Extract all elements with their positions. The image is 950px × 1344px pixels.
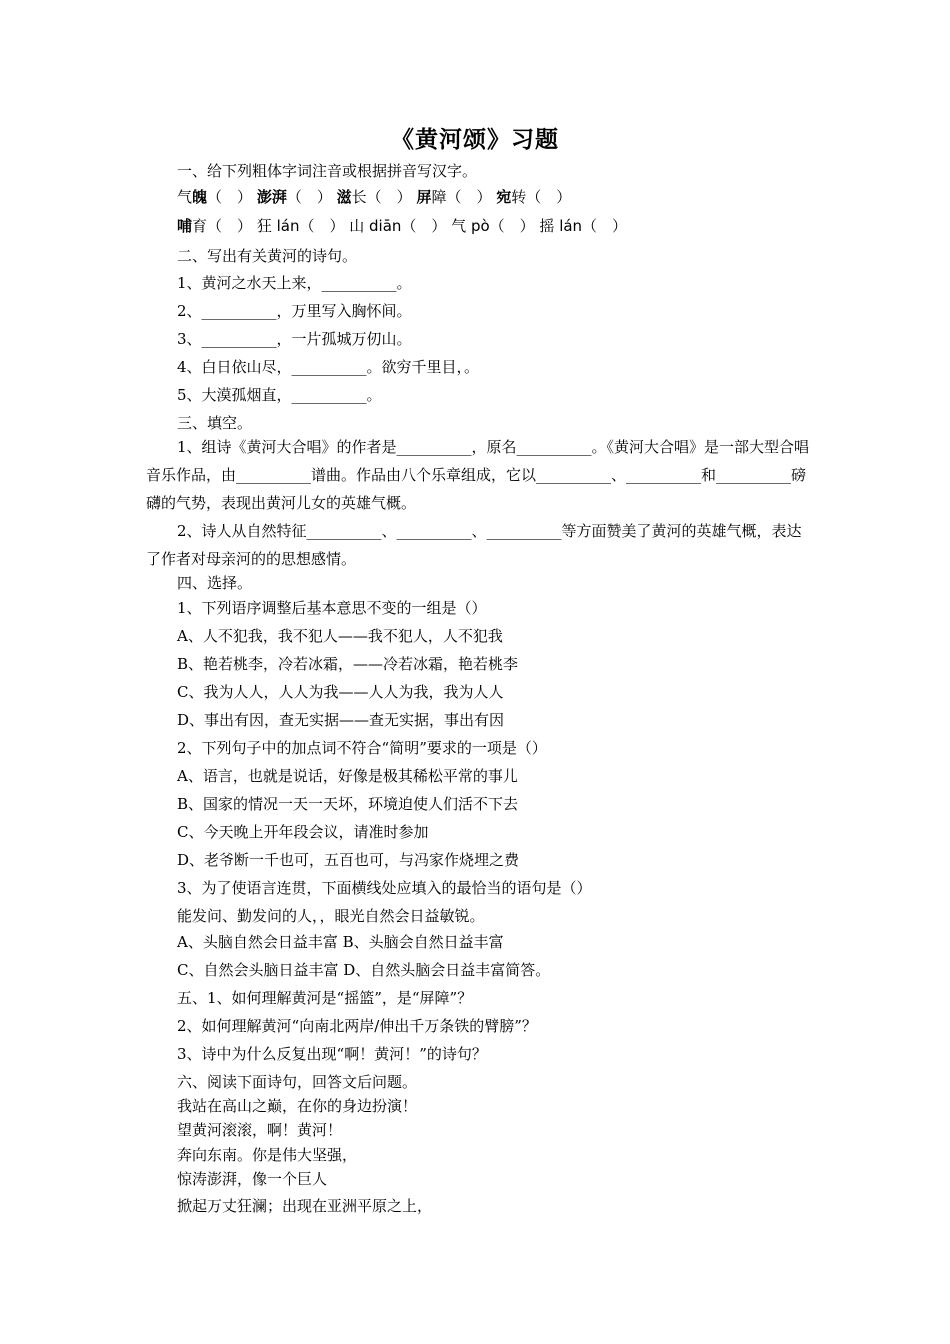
choice-option: C、我为人人，人人为我——人人为我，我为人人 bbox=[177, 683, 504, 701]
poem-question-4: 4、白日依山尽，__________。欲穷千里目，。 bbox=[177, 358, 480, 376]
section-1-heading: 一、给下列粗体字词注音或根据拼音写汉字。 bbox=[177, 162, 478, 180]
poem-line: 掀起万丈狂澜；出现在亚洲平原之上， bbox=[177, 1197, 433, 1215]
section-4-heading: 四、选择。 bbox=[177, 574, 253, 592]
choice-option: B、艳若桃李，冷若冰霜，——冷若冰霜，艳若桃李 bbox=[177, 655, 519, 673]
poem-question-2: 2、__________，万里写入胸怀间。 bbox=[177, 302, 412, 320]
bold-char: 魄 bbox=[192, 188, 208, 206]
choice-option: D、事出有因，查无实据——查无实据，事出有因 bbox=[177, 711, 505, 729]
choice-option: A、人不犯我，我不犯人——我不犯人，人不犯我 bbox=[177, 627, 503, 645]
choice-option: A、语言，也就是说话，好像是极其稀松平常的事儿 bbox=[177, 767, 518, 785]
choice-option: C、自然会头脑日益丰富 D、自然头脑会日益丰富简答。 bbox=[177, 961, 551, 979]
choice-question-3: 3、为了使语言连贯，下面横线处应填入的最恰当的语句是（） bbox=[177, 879, 592, 897]
poem-question-1: 1、黄河之水天上来，__________。 bbox=[177, 274, 412, 292]
bold-char: 宛 bbox=[496, 188, 512, 206]
bold-char: 哺 bbox=[177, 217, 193, 235]
choice-option: A、头脑自然会日益丰富 B、头脑会自然日益丰富 bbox=[177, 933, 504, 951]
answer-blank: （ ） bbox=[286, 188, 332, 206]
fill-paragraph-1: 1、组诗《黄河大合唱》的作者是__________，原名__________。《黄河大合唱》是一部大型合唱音乐作品，由__________谱曲。作品由八个乐章组成，它以__________、__________和__________磅礴的气势，表现出黄河儿女的英雄气概。 bbox=[146, 438, 810, 512]
choice-option: C、今天晚上开年段会议，请准时参加 bbox=[177, 823, 429, 841]
bold-char: 澎湃 bbox=[256, 188, 287, 206]
poem-question-3: 3、__________，一片孤城万仞山。 bbox=[177, 330, 412, 348]
phonetic-row-2 bbox=[177, 216, 627, 236]
pinyin-item: 摇 lán（ ） bbox=[539, 217, 628, 235]
short-answer-question-2: 2、如何理解黄河“向南北两岸/伸出千万条铁的臂膀”？ bbox=[177, 1017, 537, 1035]
choice-option: D、老爷断一千也可，五百也可，与冯家作烧埋之费 bbox=[177, 851, 520, 869]
fill-paragraph-2: 2、诗人从自然特征__________、__________、__________等方面赞美了黄河的英雄气概，表达了作者对母亲河的的思想感情。 bbox=[146, 522, 802, 568]
answer-blank: 转（ ） bbox=[511, 188, 572, 206]
pinyin-item: 气 pò（ ） bbox=[451, 217, 535, 235]
phonetic-row-1 bbox=[177, 187, 571, 207]
bold-char: 滋 bbox=[336, 188, 352, 206]
poem-line: 望黄河滚滚，啊！黄河！ bbox=[177, 1121, 343, 1139]
short-answer-question-1: 五、1、如何理解黄河是“摇篮”，是“屏障”？ bbox=[177, 989, 473, 1007]
page-title: 《黄河颂》习题 bbox=[391, 127, 559, 153]
answer-blank: 育（ ） bbox=[192, 217, 253, 235]
answer-blank: 长（ ） bbox=[351, 188, 412, 206]
section-3-heading: 三、填空。 bbox=[177, 414, 253, 432]
choice-question-1: 1、下列语序调整后基本意思不变的一组是（） bbox=[177, 599, 487, 617]
poem-line: 惊涛澎湃，像一个巨人 bbox=[177, 1170, 328, 1188]
section-2-heading: 二、写出有关黄河的诗句。 bbox=[177, 247, 358, 265]
choice-stem-sentence: 能发问、勤发问的人，，眼光自然会日益敏锐。 bbox=[177, 907, 485, 925]
answer-blank: 障（ ） bbox=[431, 188, 492, 206]
poem-line: 奔向东南。你是伟大坚强， bbox=[177, 1146, 358, 1164]
item-text: 气 bbox=[177, 188, 193, 206]
pinyin-item: 狂 lán（ ） bbox=[256, 217, 345, 235]
choice-question-2: 2、下列句子中的加点词不符合“简明”要求的一项是（） bbox=[177, 739, 547, 757]
short-answer-question-3: 3、诗中为什么反复出现“啊！黄河！”的诗句？ bbox=[177, 1045, 487, 1063]
choice-option: B、国家的情况一天一天坏，环境迫使人们活不下去 bbox=[177, 795, 519, 813]
bold-char: 屏 bbox=[416, 188, 432, 206]
answer-blank: （ ） bbox=[207, 188, 253, 206]
pinyin-item: 山 diān（ ） bbox=[349, 217, 447, 235]
section-6-heading: 六、阅读下面诗句，回答文后问题。 bbox=[177, 1073, 418, 1091]
poem-question-5: 5、大漠孤烟直，__________。 bbox=[177, 386, 382, 404]
poem-line: 我站在高山之巅，在你的身边扮演！ bbox=[177, 1097, 418, 1115]
